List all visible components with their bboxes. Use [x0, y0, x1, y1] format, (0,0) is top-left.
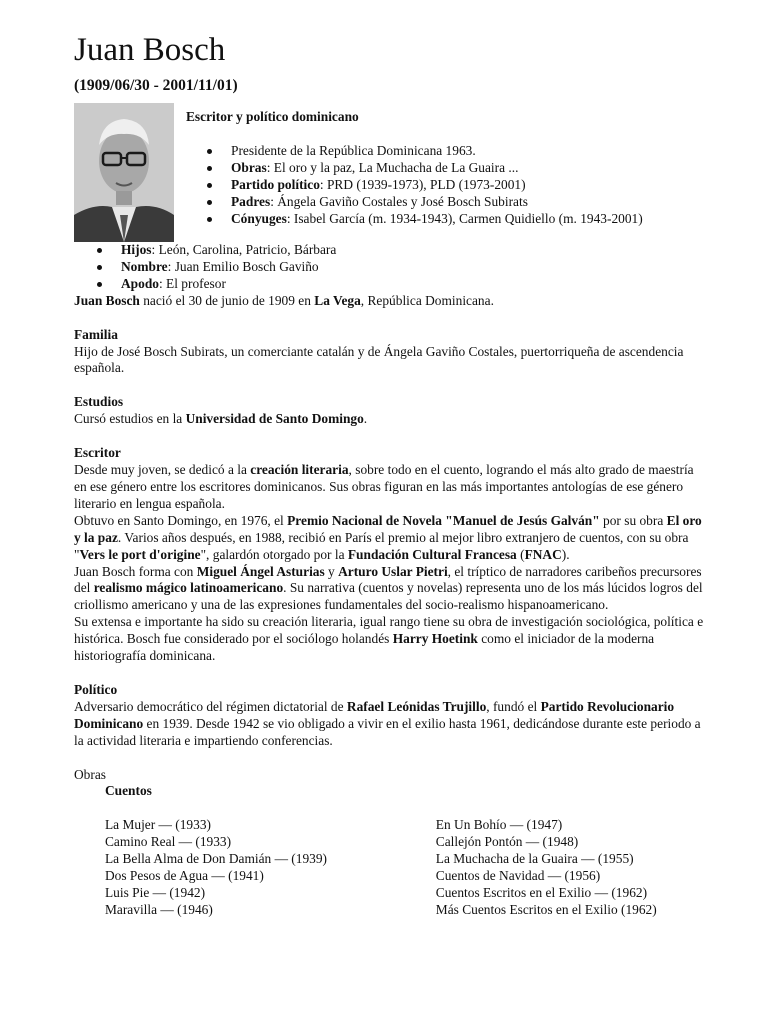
work-item: Más Cuentos Escritos en el Exilio (1962): [435, 901, 657, 917]
cuentos-title: Cuentos: [105, 783, 152, 799]
intro-paragraph: Juan Bosch nació el 30 de junio de 1909 en La Vega, República Dominicana.: [74, 292, 494, 308]
list-item: Presidente de la República Dominicana 1963.: [204, 143, 684, 160]
facts-list-indented: [204, 143, 684, 228]
section-title-familia: Familia: [74, 326, 118, 342]
profile-header: [74, 103, 704, 242]
portrait-photo: [74, 103, 174, 242]
work-item: Dos Pesos de Agua — (1941): [105, 868, 264, 884]
section-title-estudios: Estudios: [74, 394, 124, 410]
escritor-paragraph-4: Su extensa e importante ha sido su creación literaria, igual rango tiene su obra de investigación sociológica, política e histórica. Bosch fue considerado por el sociólogo holandés Harry Hoetink como el iniciador de la moderna historiografía dominicana.: [74, 614, 704, 664]
politico-paragraph: Adversario democrático del régimen dictatorial de Rafael Leónidas Trujillo, fundó el Partido Revolucionario Dominicano en 1939. Desde 1942 se vio obligado a vivir en el exilio hasta 1961, dedicándose durante este periodo a la actividad literaria e impartiendo conferencias.: [74, 698, 701, 748]
list-item: Apodo: El profesor: [94, 276, 704, 293]
escritor-paragraph-2: Obtuvo en Santo Domingo, en 1976, el Premio Nacional de Novela "Manuel de Jesús Galván" por su obra El oro y la paz. Varios años después, en 1988, recibió en París el premio al mejor libro extranjero de cuentos, con su obra "Vers le port d'origine", galardón otorgado por la Fundación Cultural Francesa (FNAC).: [74, 512, 702, 562]
list-item: Hijos: León, Carolina, Patricio, Bárbara: [94, 242, 704, 259]
facts-list: [74, 242, 704, 293]
life-dates: (1909/06/30 - 2001/11/01): [74, 77, 238, 94]
section-title-politico: Político: [74, 681, 118, 697]
escritor-paragraph-1: Desde muy joven, se dedicó a la creación literaria, sobre todo en el cuento, logrando el más alto grado de maestría en ese género entre los escritores dominicanos. Sus obras figuran en las más importantes antologías de ese género literario en lengua española.: [74, 462, 694, 511]
estudios-paragraph: Cursó estudios en la Universidad de Santo Domingo.: [74, 411, 368, 427]
work-item: Luis Pie — (1942): [105, 885, 206, 900]
escritor-paragraph-3: Juan Bosch forma con Miguel Ángel Asturias y Arturo Uslar Pietri, el tríptico de narradores caribeños precursores del realismo mágico latinoamericano. Su narrativa (cuentos y novelas) representa uno de los más lúcidos logros del criollismo americano y una de las expresiones fundamentales del socio-realismo hispanoamericano.: [74, 563, 703, 613]
page-title: Juan Bosch: [74, 32, 226, 68]
document-page: [74, 30, 704, 919]
familia-paragraph: Hijo de José Bosch Subirats, un comerciante catalán y de Ángela Gaviño Costales, puertorriqueña de ascendencia española.: [74, 343, 684, 376]
work-item: Maravilla — (1946): [105, 901, 213, 917]
work-item: Cuentos Escritos en el Exilio — (1962): [435, 885, 648, 900]
list-item: Partido político: PRD (1939-1973), PLD (1973-2001): [204, 177, 684, 194]
work-item: Camino Real — (1933): [105, 834, 232, 850]
work-item: La Mujer — (1933): [105, 817, 211, 833]
work-item: La Bella Alma de Don Damián — (1939): [105, 851, 328, 867]
list-item: Nombre: Juan Emilio Bosch Gaviño: [94, 259, 704, 276]
obras-label: Obras: [74, 766, 106, 782]
subtitle: Escritor y político dominicano: [186, 109, 359, 124]
list-item: Obras: El oro y la paz, La Muchacha de La Guaira ...: [204, 160, 684, 177]
list-item: Padres: Ángela Gaviño Costales y José Bosch Subirats: [204, 194, 684, 211]
section-title-escritor: Escritor: [74, 445, 121, 461]
list-item: Cónyuges: Isabel García (m. 1934-1943), Carmen Quidiello (m. 1943-2001): [204, 211, 684, 228]
works-column-1: [105, 817, 436, 918]
work-item: Cuentos de Navidad — (1956): [435, 868, 601, 884]
work-item: En Un Bohío — (1947): [435, 817, 563, 833]
work-item: Callejón Pontón — (1948): [435, 834, 579, 850]
works-columns: [74, 817, 704, 918]
works-column-2: [436, 817, 704, 918]
work-item: La Muchacha de la Guaira — (1955): [435, 851, 634, 867]
